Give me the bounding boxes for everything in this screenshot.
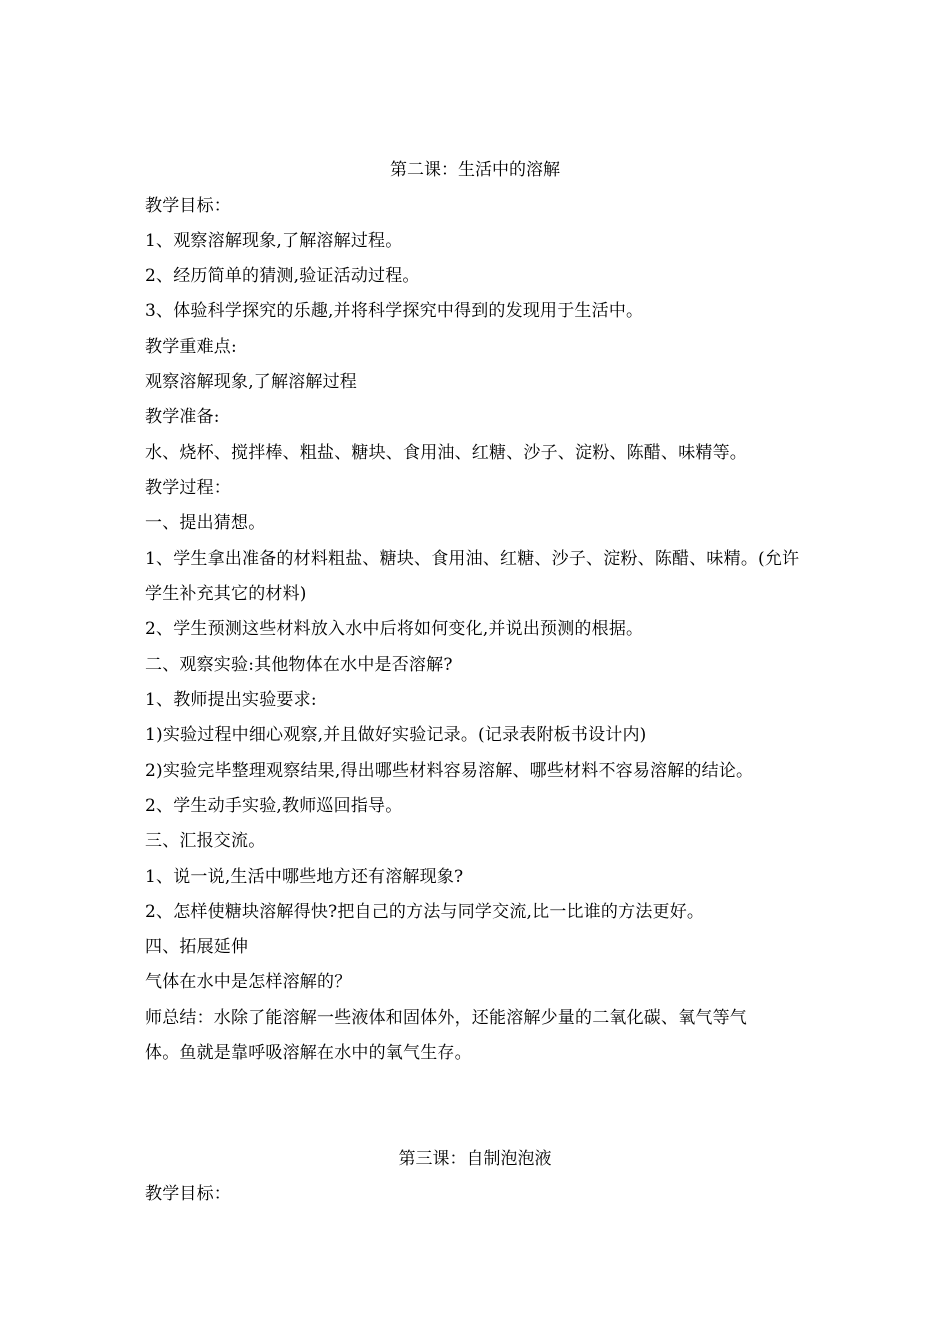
lesson2-section-1-item-1a: 1、学生拿出准备的材料粗盐、糖块、食用油、红糖、沙子、淀粉、陈醋、味精。(允许 [145,549,800,569]
lesson2-section-2-item-2: 2、学生动手实验,教师巡回指导。 [145,796,403,816]
lesson2-section-1-item-2: 2、学生预测这些材料放入水中后将如何变化,并说出预测的根据。 [145,619,644,639]
lesson2-section-3-heading: 三、汇报交流。 [145,831,266,851]
lesson2-section-2-subitem-1: 1)实验过程中细心观察,并且做好实验记录。(记录表附板书设计内) [145,725,647,745]
lesson2-section-3-item-2: 2、怎样使糖块溶解得快?把自己的方法与同学交流,比一比谁的方法更好。 [145,902,705,922]
lesson2-goal-1: 1、观察溶解现象,了解溶解过程。 [145,231,403,251]
lesson3-title: 第三课：自制泡泡液 [398,1149,552,1169]
lesson2-process-heading: 教学过程： [145,478,231,498]
lesson2-summary-line-1: 师总结：水除了能溶解一些液体和固体外，还能溶解少量的二氧化碳、氧气等气 [145,1008,747,1028]
lesson2-section-4-heading: 四、拓展延伸 [145,937,249,957]
lesson2-section-1-item-1b: 学生补充其它的材料) [145,584,307,604]
lesson2-goal-3: 3、体验科学探究的乐趣,并将科学探究中得到的发现用于生活中。 [145,301,644,321]
lesson2-section-4-question: 气体在水中是怎样溶解的？ [145,972,352,992]
lesson2-preparation: 水、烧杯、搅拌棒、粗盐、糖块、食用油、红糖、沙子、淀粉、陈醋、味精等。 [145,443,747,463]
lesson2-section-3-item-1: 1、说一说,生活中哪些地方还有溶解现象? [145,867,464,887]
lesson2-key-points-heading: 教学重难点: [145,337,237,357]
lesson2-key-points: 观察溶解现象,了解溶解过程 [145,372,358,392]
lesson2-goal-2: 2、经历简单的猜测,验证活动过程。 [145,266,420,286]
lesson3-teaching-goals-heading: 教学目标： [145,1184,231,1204]
lesson2-preparation-heading: 教学准备: [145,407,220,427]
lesson2-title: 第二课：生活中的溶解 [390,160,560,180]
lesson2-section-2-subitem-2: 2)实验完毕整理观察结果,得出哪些材料容易溶解、哪些材料不容易溶解的结论。 [145,761,754,781]
lesson2-teaching-goals-heading: 教学目标： [145,196,231,216]
lesson2-section-1-heading: 一、提出猜想。 [145,513,266,533]
lesson2-summary-line-2: 体。鱼就是靠呼吸溶解在水中的氧气生存。 [145,1043,472,1063]
lesson2-section-2-heading: 二、观察实验:其他物体在水中是否溶解? [145,655,453,675]
lesson2-section-2-item-1: 1、教师提出实验要求: [145,690,317,710]
